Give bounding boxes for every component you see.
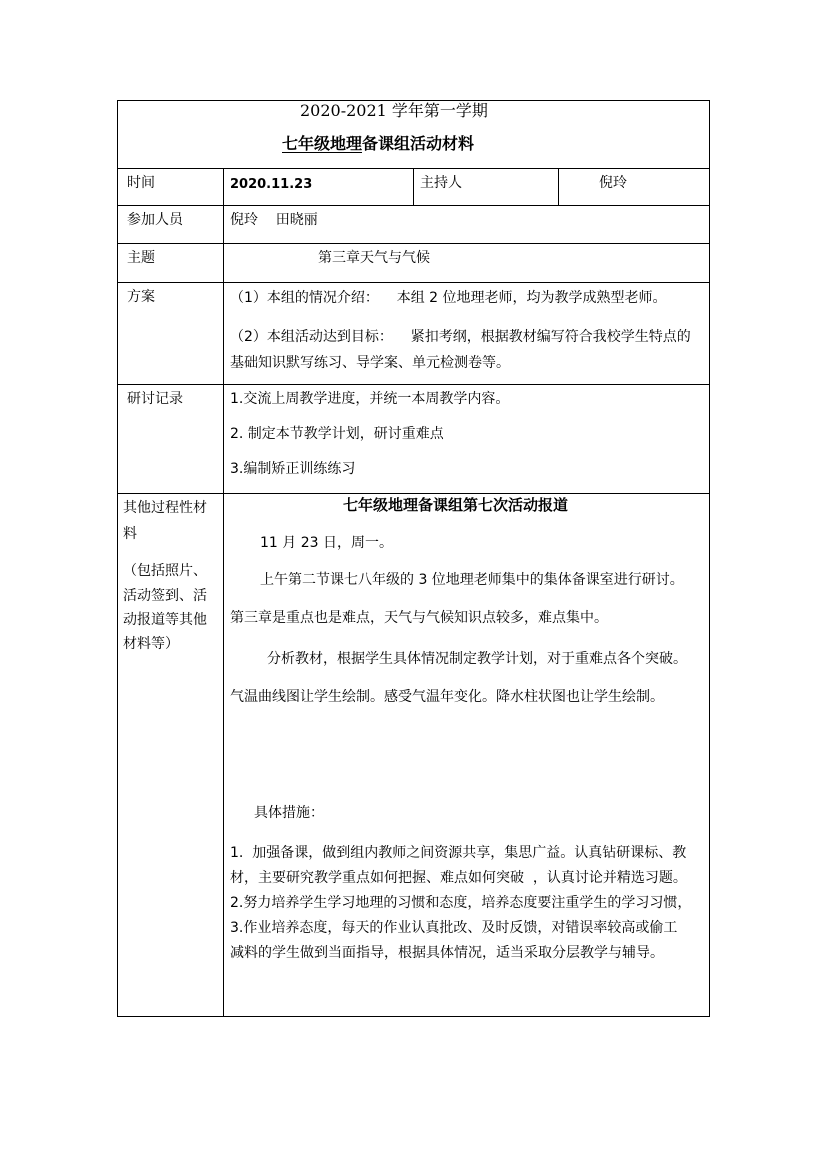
measures-line: 减料的学生做到当面指导，根据具体情况，适当采取分层教学与辅导。 [230,945,664,961]
row-divider [117,282,710,283]
row-divider [117,243,710,244]
topic-label: 主题 [127,250,155,266]
host-value: 倪玲 [599,175,627,191]
plan-line: 基础知识默写练习、导学案、单元检测卷等。 [230,355,510,371]
measures-line: 2.努力培养学生学习地理的习惯和态度，培养态度要注重学生的学习习惯， [230,895,692,911]
report-paragraph: 11 月 23 日，周一。 [260,535,393,551]
title-grade-subject: 七年级地理 [282,134,363,153]
other-label-line: 其他过程性材 [123,500,207,516]
table-border-left [117,100,118,1017]
measures-line: 材，主要研究教学重点如何把握、难点如何突破 ，认真讨论并精选习题。 [230,870,687,886]
host-value-divider [558,168,559,206]
other-label-line: 动报道等其他 [123,612,207,628]
row-divider [117,384,710,385]
table-border-bottom [117,1016,710,1017]
report-paragraph: 上午第二节课七八年级的 3 位地理老师集中的集体备课室进行研讨。 [260,572,684,588]
measures-line: 3.作业培养态度，每天的作业认真批改、及时反馈，对错误率较高或偷工 [230,920,678,936]
time-value: 2020.11.23 [230,177,313,192]
time-label: 时间 [127,175,155,191]
other-label-line: 材料等） [123,636,179,652]
table-border-right [709,100,710,1017]
report-paragraph: 第三章是重点也是难点，天气与气候知识点较多，难点集中。 [230,610,608,626]
label-column-divider [223,168,224,1017]
plan-line: （1）本组的情况介绍： 本组 2 位地理老师，均为教学成熟型老师。 [230,290,667,306]
plan-label: 方案 [127,289,155,305]
discussion-line: 2. 制定本节教学计划，研讨重难点 [230,426,444,442]
activity-record-table [117,100,710,1017]
measures-title: 具体措施： [254,805,324,821]
document-title [282,134,474,154]
report-title: 七年级地理备课组第七次活动报道 [343,496,569,514]
report-paragraph: 分析教材，根据学生具体情况制定教学计划，对于重难点各个突破。 [267,651,687,667]
participants-label: 参加人员 [127,212,183,228]
host-label: 主持人 [420,175,462,191]
other-label-line: （包括照片、 [123,563,207,579]
other-label-line: 料 [123,526,137,542]
title-rest: 备课组活动材料 [362,134,475,153]
school-year-heading: 2020-2021 学年第一学期 [300,101,488,120]
topic-value: 第三章天气与气候 [318,250,430,266]
plan-line: （2）本组活动达到目标： 紧扣考纲，根据教材编写符合我校学生特点的 [230,329,691,345]
discussion-line: 3.编制矫正训练练习 [230,461,356,477]
other-label-line: 活动签到、活 [123,588,207,604]
participants-value: 倪玲 田晓丽 [230,212,318,228]
row-divider [117,493,710,494]
report-paragraph: 气温曲线图让学生绘制。感受气温年变化。降水柱状图也让学生绘制。 [230,689,664,705]
discussion-line: 1.交流上周教学进度，并统一本周教学内容。 [230,391,510,407]
host-column-divider [413,168,414,206]
discussion-label: 研讨记录 [127,391,183,407]
measures-line: 1. 加强备课，做到组内教师之间资源共享，集思广益。认真钻研课标、教 [230,845,687,861]
